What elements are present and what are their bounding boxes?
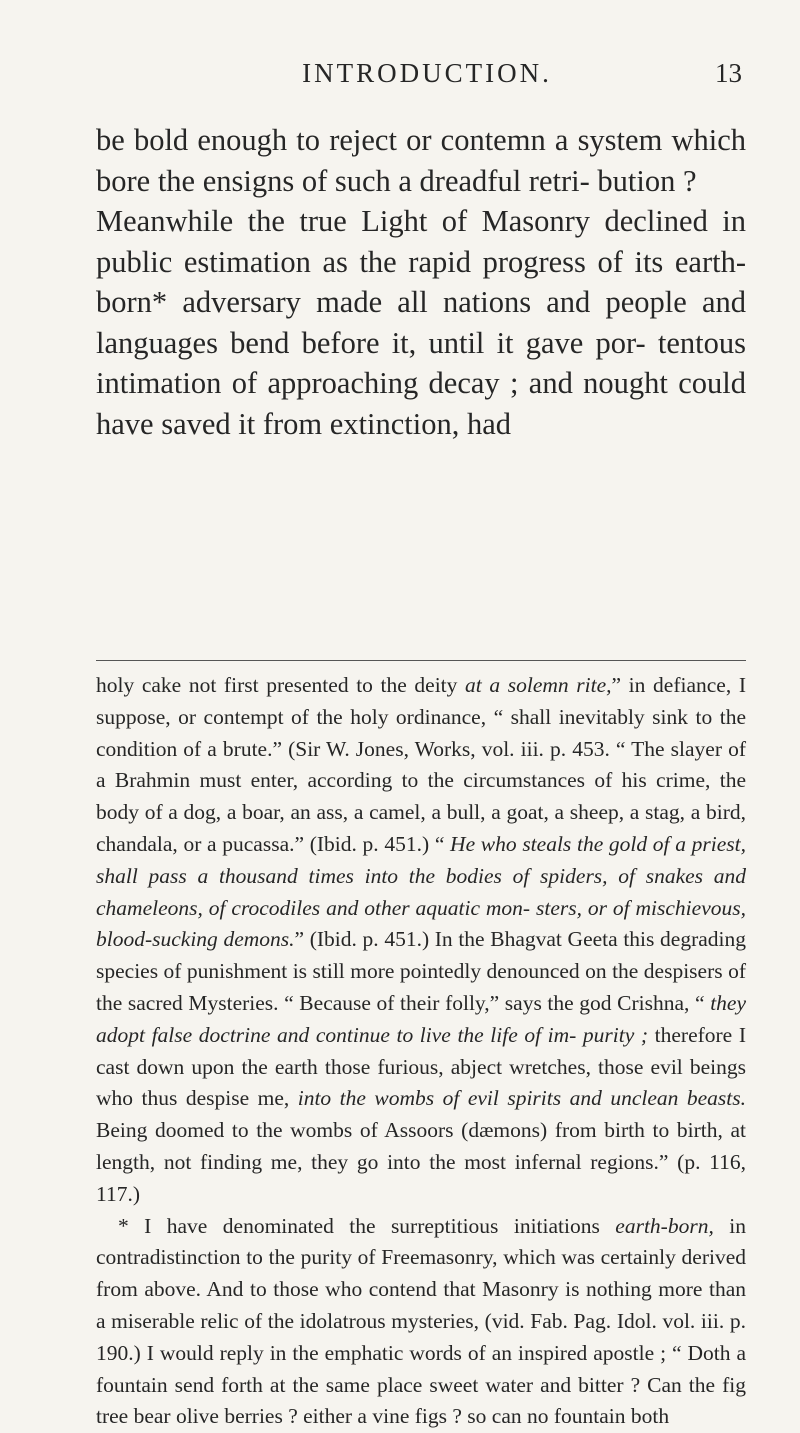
fn1-text-3: ” (Ibid. p. 451.) In the Bhagvat Geeta this degrading species of punishment is still more pointedly denounced on the despisers of the sacred Mysteries. “ Because of their folly,” says the god Crishna, “ [96, 927, 747, 1015]
fn1-text-4: therefore I cast down upon the earth those furious, abject wretches, those evil beings who thus despise me, [96, 1022, 746, 1111]
fn2-italic-1: earth-born, [615, 1213, 714, 1238]
page-number: 13 [715, 58, 742, 88]
fn1-italic-1: at a solemn rite, [465, 673, 612, 697]
running-head: INTRODUCTION. [302, 58, 552, 88]
footnotes [96, 670, 746, 1433]
fn1-italic-4: into the wombs of evil spirits and unclean beasts. [297, 1086, 746, 1111]
fn2-text-2: in contradistinction to the purity of Freemasonry, which was certainly derived from above. And to those who contend that Masonry is nothing more than a miserable relic of the idolatrous mysteries, (vid. Fab. Pag. Idol. vol. iii. p. 190.) I would reply in the emphatic words of an inspired apostle ; “ Doth a fountain send forth at the same place sweet water and bitter ? Can the fig tree bear olive berries ? either a vine figs ? so can no fountain both [96, 1213, 746, 1429]
main-text [96, 120, 746, 444]
footnote-divider [96, 660, 746, 661]
fn1-italic-2: He who steals the gold of a priest, shall pass a thousand times into the bodies of spiders, of snakes and chameleons, of crocodiles and other aquatic mon- sters, or of mischievous, blood-sucking demons. [96, 831, 746, 952]
page-header [112, 58, 742, 98]
fn1-text-5: Being doomed to the wombs of Assoors (dæmons) from birth to birth, at length, not finding me, they go into the most infernal regions.” (p. 116, 117.) [96, 1118, 746, 1206]
fn2-text-1: * I have denominated the surreptitious initiations [118, 1213, 616, 1238]
fn1-italic-3: they adopt false doctrine and continue to live the life of im- purity ; [96, 990, 746, 1047]
fn1-text-2: ” in defiance, I suppose, or contempt of the holy ordinance, “ shall inevitably sink to the condition of a brute.” (Sir W. Jones, Works, vol. iii. p. 453. “ The slayer of a Brahmin must enter, according to the circumstances of his crime, the body of a dog, a boar, an ass, a camel, a bull, a goat, a sheep, a stag, a bird, chandala, or a pucassa.” (Ibid. p. 451.) “ [96, 673, 746, 856]
main-paragraph-1: be bold enough to reject or contemn a system which bore the ensigns of such a dreadful retri- bution ? [96, 123, 746, 198]
fn1-text-1: holy cake not first presented to the deity [96, 673, 466, 697]
main-paragraph-2: Meanwhile the true Light of Masonry declined in public estimation as the rapid progress of its earth-born* adversary made all nations and people and languages bend before it, until it gave por- tentous intimation of approaching decay ; and nought could have saved it from extinction, had [96, 204, 746, 441]
footnote-continued [96, 670, 746, 1211]
footnote-earth-born [96, 1211, 746, 1433]
